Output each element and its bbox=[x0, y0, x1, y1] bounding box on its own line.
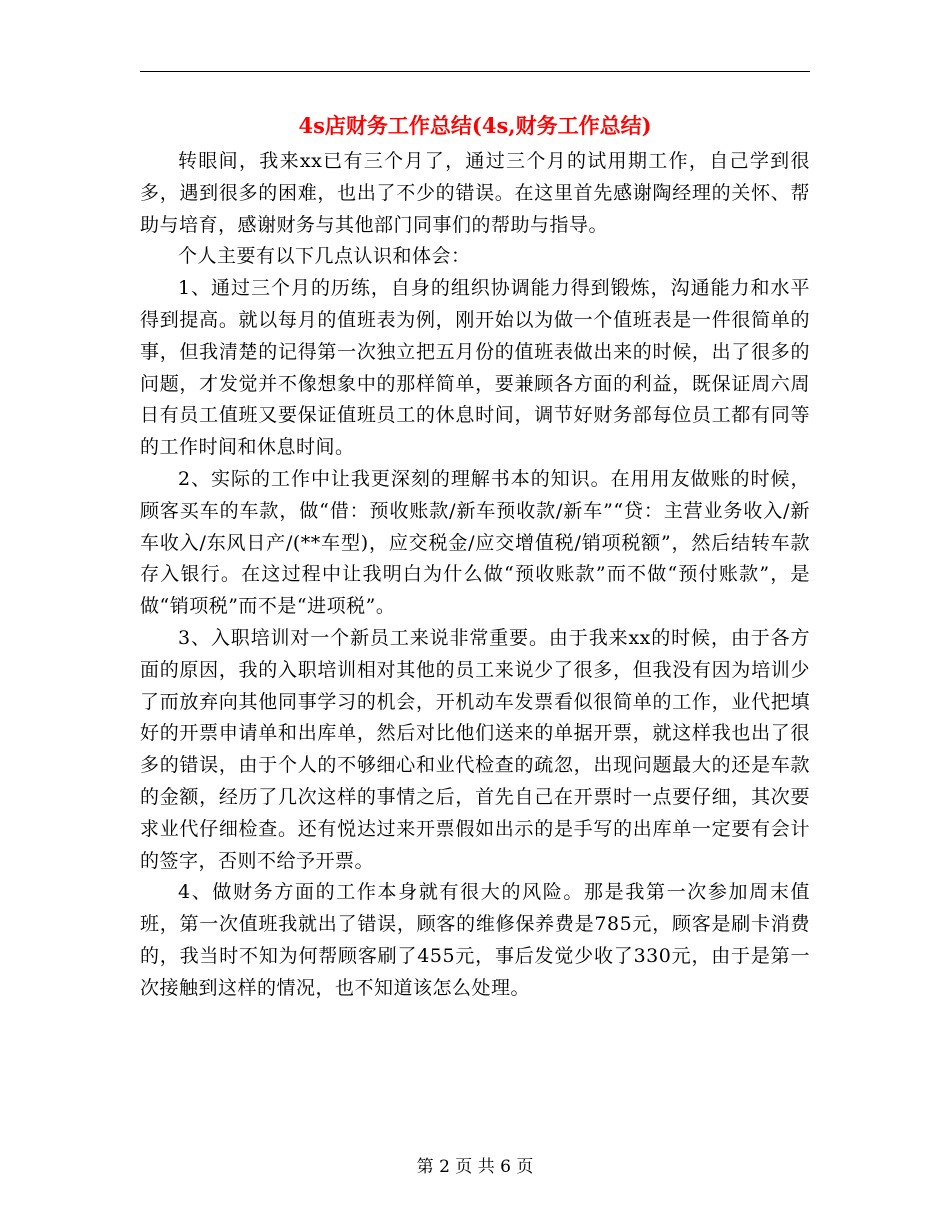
document-body bbox=[140, 146, 810, 1005]
paragraph-point-2: 2、实际的工作中让我更深刻的理解书本的知识。在用用友做账的时候，顾客买车的车款，做“借：预收账款/新车预收款/新车”“贷：主营业务收入/新车收入/东风日产/(**车型)，应交税金/应交增值税/销项税额”，然后结转车款存入银行。在这过程中让我明白为什么做“预收账款”而不做“预付账款”，是做“销项税”而不是“进项税”。 bbox=[140, 467, 810, 618]
document-title: 4s店财务工作总结(4s,财务工作总结) bbox=[298, 113, 652, 138]
paragraph-point-3: 3、入职培训对一个新员工来说非常重要。由于我来xx的时候，由于各方面的原因，我的入职培训相对其他的员工来说少了很多，但我没有因为培训少了而放弃向其他同事学习的机会，开机动车发票看似很简单的工作，业代把填好的开票申请单和出库单，然后对比他们送来的单据开票，就这样我也出了很多的错误，由于个人的不够细心和业代检查的疏忽，出现问题最大的还是车款的金额，经历了几次这样的事情之后，首先自己在开票时一点要仔细，其次要求业代仔细检查。还有悦达过来开票假如出示的是手写的出库单一定要有会计的签字，否则不给予开票。 bbox=[140, 626, 810, 872]
paragraph-lead: 个人主要有以下几点认识和体会： bbox=[178, 245, 471, 268]
paragraph-point-1: 1、通过三个月的历练，自身的组织协调能力得到锻炼，沟通能力和水平得到提高。就以每月的值班表为例，刚开始以为做一个值班表是一件很简单的事，但我清楚的记得第一次独立把五月份的值班表做出来的时候，出了很多的问题，才发觉并不像想象中的那样简单，要兼顾各方面的利益，既保证周六周日有员工值班又要保证值班员工的休息时间，调节好财务部每位员工都有同等的工作时间和休息时间。 bbox=[140, 277, 810, 459]
header-rule bbox=[140, 71, 810, 72]
page-indicator: 第 2 页 共 6 页 bbox=[416, 1157, 534, 1177]
paragraph-intro: 转眼间，我来xx已有三个月了，通过三个月的试用期工作，自己学到很多，遇到很多的困难，也出了不少的错误。在这里首先感谢陶经理的关怀、帮助与培育，感谢财务与其他部门同事们的帮助与指导。 bbox=[140, 150, 810, 236]
paragraph-point-4: 4、做财务方面的工作本身就有很大的风险。那是我第一次参加周末值班，第一次值班我就出了错误，顾客的维修保养费是785元，顾客是刷卡消费的，我当时不知为何帮顾客刷了455元，事后发觉少收了330元，由于是第一次接触到这样的情况，也不知道该怎么处理。 bbox=[140, 881, 810, 999]
